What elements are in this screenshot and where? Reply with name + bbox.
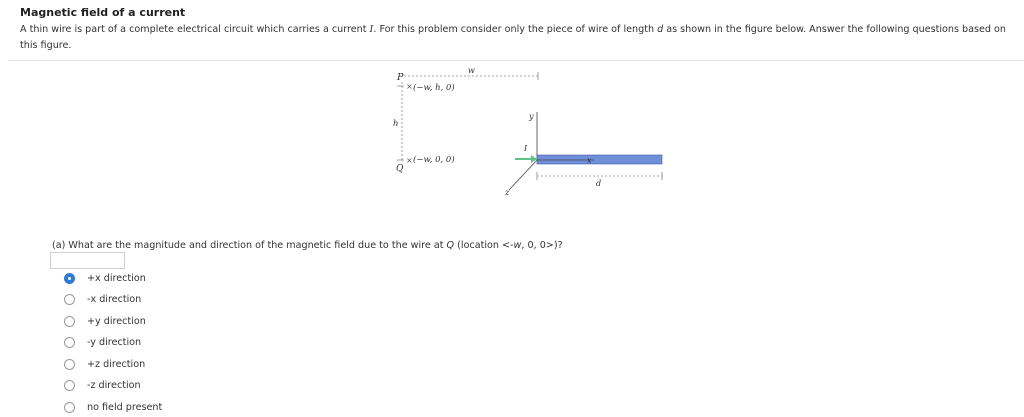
radio-minus-x[interactable] <box>64 294 75 305</box>
option-plus-x[interactable] <box>64 271 146 285</box>
option-minus-y[interactable] <box>64 335 141 349</box>
option-label: -z direction <box>87 379 141 391</box>
radio-minus-z[interactable] <box>64 380 75 391</box>
intro-text-a: A thin wire is part of a complete electrical circuit which carries a current <box>20 24 370 35</box>
intro-text-b: . For this problem consider only the piece of wire of length <box>373 24 658 35</box>
question-q-symbol: Q <box>446 240 455 251</box>
label-w: w <box>468 66 475 75</box>
radio-no-field[interactable] <box>64 402 75 413</box>
option-plus-z[interactable] <box>64 357 145 371</box>
question-text-c: , 0, 0>)? <box>521 240 563 251</box>
z-axis <box>509 160 537 190</box>
option-plus-y[interactable] <box>64 314 146 328</box>
label-q: Q <box>396 164 404 174</box>
label-y: y <box>529 112 534 121</box>
magnitude-answer-input[interactable] <box>50 252 125 269</box>
option-minus-z[interactable] <box>64 378 141 392</box>
option-minus-x[interactable] <box>64 292 141 306</box>
question-text-b: (location <- <box>454 240 514 251</box>
problem-title: Magnetic field of a current <box>20 6 186 19</box>
label-p-coordinates: (−w, h, 0) <box>413 83 455 93</box>
intro-length-symbol: d <box>657 24 664 35</box>
q-cross-mark: × <box>406 156 413 165</box>
label-d: d <box>596 179 602 188</box>
label-p: P <box>397 72 404 83</box>
option-label: no field present <box>87 401 163 413</box>
radio-plus-y[interactable] <box>64 316 75 327</box>
radio-minus-y[interactable] <box>64 337 75 348</box>
intro-current-symbol: I <box>369 24 374 35</box>
radio-plus-z[interactable] <box>64 359 75 370</box>
option-label: +z direction <box>87 358 146 370</box>
label-h: h <box>393 119 399 129</box>
label-i: I <box>524 144 528 153</box>
option-label: +y direction <box>87 315 146 327</box>
question-text-a: (a) What are the magnitude and direction of the magnetic field due to the wire at <box>52 240 447 251</box>
wire <box>537 155 662 164</box>
radio-plus-x[interactable] <box>64 273 75 284</box>
option-label: -y direction <box>87 336 142 348</box>
option-label: +x direction <box>87 272 146 284</box>
option-label: -x direction <box>87 293 142 305</box>
label-q-coordinates: (−w, 0, 0) <box>413 155 455 165</box>
intro-text-c: as shown in the figure below. Answer the following questions based on this figure. <box>20 24 1006 51</box>
current-arrow-head <box>531 155 537 163</box>
label-x: x <box>587 156 592 165</box>
option-no-field[interactable] <box>64 400 162 414</box>
question-a <box>52 240 563 251</box>
label-z: z <box>505 188 510 197</box>
p-cross-mark: × <box>406 82 413 91</box>
question-w-symbol: w <box>513 240 522 251</box>
